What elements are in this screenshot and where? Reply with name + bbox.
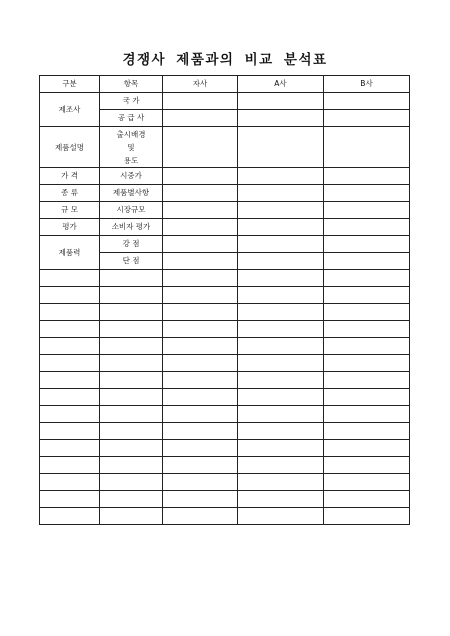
- blank-cell[interactable]: [163, 270, 238, 287]
- item-product-details: 제품별사항: [100, 185, 163, 202]
- item-market-price: 시중가: [100, 168, 163, 185]
- cell-own[interactable]: [163, 168, 238, 185]
- row-label-evaluation: 평가: [40, 219, 100, 236]
- blank-cell[interactable]: [238, 338, 324, 355]
- item-country: 국 가: [100, 93, 163, 110]
- cell-b[interactable]: [324, 110, 410, 127]
- cell-a[interactable]: [238, 253, 324, 270]
- header-own-company: 자사: [163, 76, 238, 93]
- blank-cell[interactable]: [40, 440, 100, 457]
- blank-cell[interactable]: [238, 423, 324, 440]
- blank-cell[interactable]: [100, 287, 163, 304]
- blank-cell[interactable]: [163, 389, 238, 406]
- cell-a[interactable]: [238, 185, 324, 202]
- blank-cell[interactable]: [324, 287, 410, 304]
- blank-cell[interactable]: [238, 406, 324, 423]
- cell-a[interactable]: [238, 219, 324, 236]
- cell-a[interactable]: [238, 93, 324, 110]
- blank-rows: [40, 270, 410, 525]
- cell-b[interactable]: [324, 127, 410, 168]
- blank-cell[interactable]: [238, 491, 324, 508]
- blank-cell[interactable]: [163, 457, 238, 474]
- cell-own[interactable]: [163, 202, 238, 219]
- row-label-scale: 규 모: [40, 202, 100, 219]
- blank-cell[interactable]: [238, 355, 324, 372]
- header-item: 항목: [100, 76, 163, 93]
- row-label-product-strength: 제품력: [40, 236, 100, 270]
- cell-b[interactable]: [324, 93, 410, 110]
- blank-row: [40, 440, 410, 457]
- blank-cell[interactable]: [324, 406, 410, 423]
- blank-row: [40, 491, 410, 508]
- blank-cell[interactable]: [163, 338, 238, 355]
- cell-a[interactable]: [238, 202, 324, 219]
- blank-cell[interactable]: [163, 440, 238, 457]
- row-label-manufacturer: 제조사: [40, 93, 100, 127]
- blank-cell[interactable]: [324, 321, 410, 338]
- item-market-size: 시장규모: [100, 202, 163, 219]
- blank-cell[interactable]: [40, 491, 100, 508]
- blank-cell[interactable]: [100, 457, 163, 474]
- row-label-kind: 종 류: [40, 185, 100, 202]
- item-supplier: 공 급 사: [100, 110, 163, 127]
- blank-cell[interactable]: [40, 508, 100, 525]
- header-row: [40, 76, 410, 93]
- blank-cell[interactable]: [100, 440, 163, 457]
- cell-b[interactable]: [324, 236, 410, 253]
- blank-cell[interactable]: [100, 338, 163, 355]
- blank-cell[interactable]: [163, 321, 238, 338]
- blank-cell[interactable]: [40, 423, 100, 440]
- item-description-line: 및: [127, 142, 135, 152]
- blank-row: [40, 389, 410, 406]
- blank-cell[interactable]: [40, 355, 100, 372]
- page-title: 경쟁사 제품과의 비교 분석표: [122, 52, 328, 68]
- blank-cell[interactable]: [238, 389, 324, 406]
- table-row: [40, 93, 410, 110]
- cell-b[interactable]: [324, 253, 410, 270]
- blank-cell[interactable]: [238, 457, 324, 474]
- blank-cell[interactable]: [163, 406, 238, 423]
- blank-row: [40, 321, 410, 338]
- blank-cell[interactable]: [324, 355, 410, 372]
- blank-cell[interactable]: [163, 474, 238, 491]
- blank-cell[interactable]: [40, 474, 100, 491]
- blank-row: [40, 508, 410, 525]
- item-description-line: 출시배경: [116, 129, 146, 139]
- cell-own[interactable]: [163, 110, 238, 127]
- blank-cell[interactable]: [324, 491, 410, 508]
- blank-row: [40, 406, 410, 423]
- blank-row: [40, 457, 410, 474]
- table-row: [40, 168, 410, 185]
- cell-own[interactable]: [163, 236, 238, 253]
- table-row: [40, 127, 410, 168]
- row-label-description: 제품설명: [40, 127, 100, 168]
- cell-own[interactable]: [163, 93, 238, 110]
- blank-cell[interactable]: [40, 338, 100, 355]
- cell-a[interactable]: [238, 127, 324, 168]
- blank-cell[interactable]: [100, 321, 163, 338]
- cell-own[interactable]: [163, 253, 238, 270]
- cell-b[interactable]: [324, 168, 410, 185]
- blank-row: [40, 338, 410, 355]
- blank-cell[interactable]: [238, 321, 324, 338]
- blank-cell[interactable]: [163, 287, 238, 304]
- blank-cell[interactable]: [100, 406, 163, 423]
- item-weaknesses: 단 점: [100, 253, 163, 270]
- blank-row: [40, 355, 410, 372]
- cell-a[interactable]: [238, 236, 324, 253]
- table-row: [40, 219, 410, 236]
- blank-cell[interactable]: [163, 372, 238, 389]
- blank-cell[interactable]: [100, 508, 163, 525]
- blank-cell[interactable]: [100, 474, 163, 491]
- header-company-b: B사: [324, 76, 410, 93]
- blank-cell[interactable]: [100, 355, 163, 372]
- blank-row: [40, 304, 410, 321]
- blank-cell[interactable]: [40, 389, 100, 406]
- cell-own[interactable]: [163, 185, 238, 202]
- blank-cell[interactable]: [324, 270, 410, 287]
- blank-cell[interactable]: [100, 304, 163, 321]
- blank-cell[interactable]: [40, 270, 100, 287]
- blank-cell[interactable]: [40, 457, 100, 474]
- row-label-price: 가 격: [40, 168, 100, 185]
- cell-own[interactable]: [163, 127, 238, 168]
- blank-cell[interactable]: [40, 287, 100, 304]
- blank-cell[interactable]: [238, 474, 324, 491]
- table-row: [40, 185, 410, 202]
- blank-cell[interactable]: [238, 270, 324, 287]
- item-description: [100, 127, 163, 168]
- header-company-a: A사: [238, 76, 324, 93]
- cell-a[interactable]: [238, 110, 324, 127]
- blank-row: [40, 270, 410, 287]
- blank-cell[interactable]: [163, 491, 238, 508]
- cell-a[interactable]: [238, 168, 324, 185]
- blank-cell[interactable]: [238, 287, 324, 304]
- blank-cell[interactable]: [238, 508, 324, 525]
- header-category: 구분: [40, 76, 100, 93]
- blank-cell[interactable]: [163, 508, 238, 525]
- blank-cell[interactable]: [40, 406, 100, 423]
- blank-cell[interactable]: [324, 457, 410, 474]
- cell-b[interactable]: [324, 219, 410, 236]
- blank-cell[interactable]: [324, 389, 410, 406]
- blank-cell[interactable]: [100, 372, 163, 389]
- blank-cell[interactable]: [40, 321, 100, 338]
- blank-cell[interactable]: [324, 372, 410, 389]
- blank-cell[interactable]: [324, 440, 410, 457]
- blank-row: [40, 423, 410, 440]
- blank-cell[interactable]: [324, 304, 410, 321]
- blank-row: [40, 474, 410, 491]
- comparison-table: [39, 75, 410, 525]
- item-strengths: 강 점: [100, 236, 163, 253]
- blank-row: [40, 372, 410, 389]
- table-row: [40, 202, 410, 219]
- cell-b[interactable]: [324, 185, 410, 202]
- blank-cell[interactable]: [324, 423, 410, 440]
- blank-cell[interactable]: [238, 372, 324, 389]
- blank-cell[interactable]: [324, 338, 410, 355]
- table-row: [40, 236, 410, 253]
- item-description-line: 용도: [123, 155, 139, 165]
- blank-cell[interactable]: [40, 304, 100, 321]
- blank-cell[interactable]: [100, 423, 163, 440]
- blank-cell[interactable]: [238, 304, 324, 321]
- blank-row: [40, 287, 410, 304]
- blank-cell[interactable]: [324, 508, 410, 525]
- cell-b[interactable]: [324, 202, 410, 219]
- blank-cell[interactable]: [324, 474, 410, 491]
- blank-cell[interactable]: [100, 389, 163, 406]
- blank-cell[interactable]: [163, 355, 238, 372]
- blank-cell[interactable]: [100, 491, 163, 508]
- cell-own[interactable]: [163, 219, 238, 236]
- blank-cell[interactable]: [40, 372, 100, 389]
- blank-cell[interactable]: [238, 440, 324, 457]
- blank-cell[interactable]: [163, 304, 238, 321]
- item-consumer-evaluation: 소비자 평가: [100, 219, 163, 236]
- blank-cell[interactable]: [100, 270, 163, 287]
- blank-cell[interactable]: [163, 423, 238, 440]
